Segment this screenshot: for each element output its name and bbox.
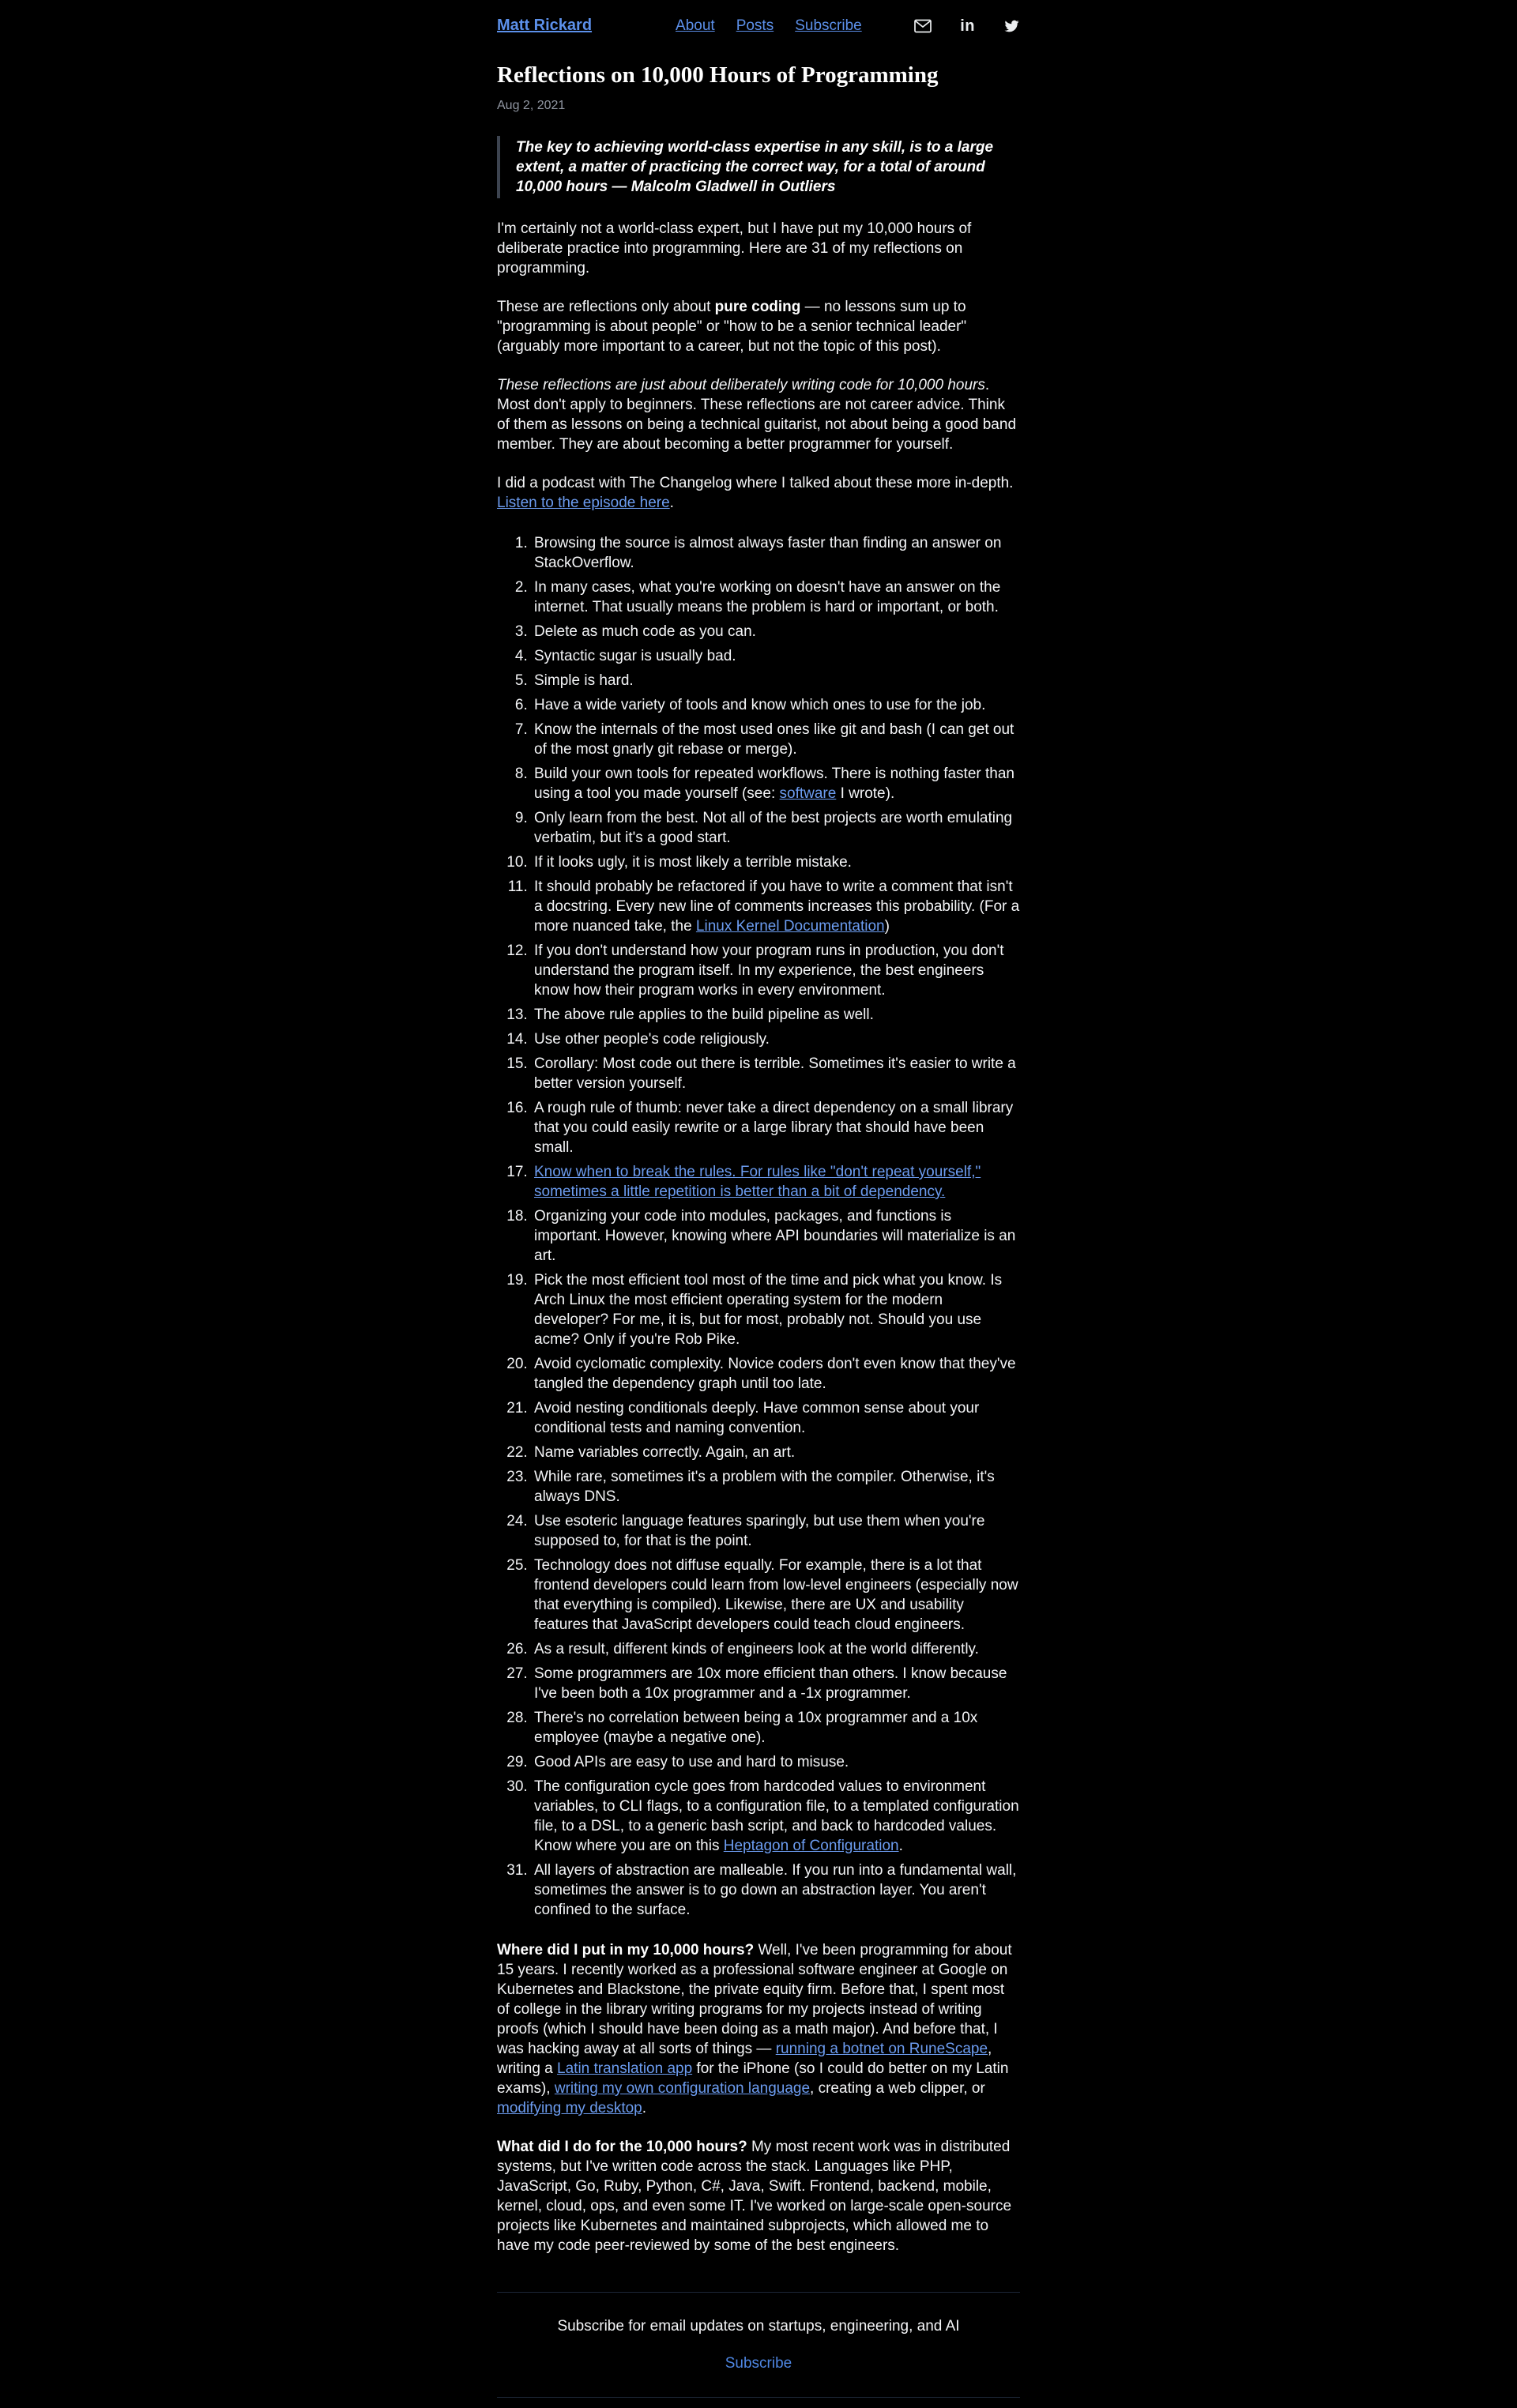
nav-link-subscribe[interactable]: Subscribe [795, 17, 862, 34]
reflection-item [532, 1639, 1020, 1659]
post-date: Aug 2, 2021 [497, 99, 566, 112]
inline-link[interactable]: Latin translation app [557, 2060, 693, 2077]
reflection-item [532, 1708, 1020, 1748]
text-run: If it looks ugly, it is most likely a terrible mistake. [534, 854, 852, 871]
text-run: Syntactic sugar is usually bad. [534, 648, 736, 664]
paragraph [497, 1940, 1020, 2118]
text-run: . [898, 1838, 903, 1854]
bottom-divider [497, 2397, 1020, 2398]
text-run: Build your own tools for repeated workflows. There is nothing faster than using a tool you made yourself (see: [534, 766, 1014, 802]
paragraph [497, 375, 1020, 454]
reflection-item [532, 1861, 1020, 1920]
email-icon[interactable] [914, 19, 932, 33]
text-run: Pick the most efficient tool most of the time and pick what you know. Is Arch Linux the most efficient operating system for the modern developer? For me, it is, but for most, probably not. Should you use acme? Only if you're Rob Pike. [534, 1272, 1003, 1348]
text-run: — no lessons sum up to "programming is about people" or "how to be a senior technical leader" (arguably more important to a career, but not the topic of this post). [497, 299, 967, 355]
paragraph [497, 473, 1020, 513]
email-icon-svg [914, 19, 932, 33]
text-run: There's no correlation between being a 10x programmer and a 10x employee (maybe a negative one). [534, 1710, 978, 1746]
reflection-item [532, 1270, 1020, 1349]
text-run: Delete as much code as you can. [534, 623, 756, 640]
nav-link-about[interactable]: About [676, 17, 715, 34]
text-run: A rough rule of thumb: never take a direct dependency on a small library that you could easily rewrite or a large library that should have been small. [534, 1100, 1014, 1156]
paragraph [497, 297, 1020, 356]
reflection-item [532, 1556, 1020, 1635]
text-run: Have a wide variety of tools and know which ones to use for the job. [534, 697, 986, 713]
text-run: All layers of abstraction are malleable. If you run into a fundamental wall, sometimes the answer is to go down an abstraction layer. You aren't confined to the surface. [534, 1862, 1017, 1918]
text-run: Well, I've been programming for about 15 years. I recently worked as a professional software engineer at Google on Kubernetes and Blackstone, the private equity firm. Before that, I spent most of college in the library writing programs for my projects instead of writing proofs (which I should have been doing as a math major). And before that, I was hacking away at all sorts of things — [497, 1942, 1012, 2057]
reflection-item [532, 941, 1020, 1000]
text-run: I wrote). [836, 785, 895, 802]
text-run: Organizing your code into modules, packages, and functions is important. However, knowing where API boundaries will materialize is an art. [534, 1208, 1016, 1264]
closing-paragraphs [497, 1940, 1020, 2256]
reflection-item [532, 671, 1020, 690]
page-title: Reflections on 10,000 Hours of Programming [497, 62, 939, 88]
nav-link-posts[interactable]: Posts [736, 17, 774, 34]
text-run: My most recent work was in distributed systems, but I've written code across the stack. Languages like PHP, JavaScript, Go, Ruby, Python, C#, Java, Swift. Frontend, backend, mobile, kernel, cloud, ops, and even some IT. I've worked on large-scale open-source projects like Kubernetes and maintained subprojects, which allowed me to have my code peer-reviewed by some of the best engineers. [497, 2139, 1012, 2254]
twitter-icon-svg [1003, 19, 1020, 33]
text-run: Name variables correctly. Again, an art. [534, 1444, 796, 1461]
site-header [497, 9, 1020, 37]
paragraph [497, 219, 1020, 278]
text-run: , creating a web clipper, or [810, 2080, 985, 2097]
text-run: Use esoteric language features sparingly, but use them when you're supposed to, for that is the point. [534, 1513, 985, 1549]
text-run: Technology does not diffuse equally. For example, there is a lot that frontend developers could learn from low-level engineers (especially now that everything is compiled). Likewise, there are UX and usability features that JavaScript developers could teach cloud engineers. [534, 1557, 1018, 1633]
text-run: Avoid cyclomatic complexity. Novice coders don't even know that they've tangled the dependency graph until too late. [534, 1356, 1016, 1392]
text-run: As a result, different kinds of engineers look at the world differently. [534, 1641, 979, 1657]
reflection-item [532, 764, 1020, 803]
reflection-item [532, 533, 1020, 573]
text-run: Simple is hard. [534, 672, 634, 689]
linkedin-glyph: in [960, 17, 975, 35]
bold-text: pure coding [714, 299, 801, 315]
inline-link[interactable]: Listen to the episode here [497, 495, 670, 511]
reflection-item [532, 646, 1020, 666]
text-run: Corollary: Most code out there is terrible. Sometimes it's easier to write a better version yourself. [534, 1055, 1016, 1092]
text-run: I did a podcast with The Changelog where I talked about these more in-depth. [497, 475, 1014, 491]
footer [497, 2292, 1020, 2398]
reflection-item [532, 695, 1020, 715]
text-run: Some programmers are 10x more efficient than others. I know because I've been both a 10x programmer and a -1x programmer. [534, 1665, 1007, 1702]
paragraph [497, 2137, 1020, 2256]
footer-subscribe-link[interactable]: Subscribe [725, 2355, 792, 2372]
reflection-item [532, 877, 1020, 936]
reflection-item [532, 1752, 1020, 1772]
intro-paragraphs [497, 219, 1020, 513]
text-run: Good APIs are easy to use and hard to misuse. [534, 1754, 849, 1770]
text-run: ) [884, 918, 890, 935]
reflections-list [497, 533, 1020, 1920]
brand-link[interactable]: Matt Rickard [497, 17, 593, 34]
reflection-item [532, 622, 1020, 642]
footer-message: Subscribe for email updates on startups, engineering, and AI [557, 2318, 960, 2335]
top-nav [676, 16, 862, 36]
bold-text: Where did I put in my 10,000 hours? [497, 1942, 755, 1958]
inline-link[interactable]: Linux Kernel Documentation [695, 918, 885, 935]
reflection-item [532, 1029, 1020, 1049]
linkedin-icon[interactable] [960, 18, 975, 34]
reflection-item [532, 1467, 1020, 1507]
quote-block: The key to achieving world-class expertise in any skill, is to a large extent, a matter of practicing the correct way, for a total of around 10,000 hours — Malcolm Gladwell in Outliers [497, 136, 1020, 198]
reflection-item [532, 1162, 1020, 1202]
reflection-item [532, 720, 1020, 759]
inline-link[interactable]: Know when to break the rules. For rules like "don't repeat yourself," sometimes a little repetition is better than a bit of dependency. [534, 1164, 981, 1200]
reflection-item [532, 1443, 1020, 1462]
text-run: It should probably be refactored if you have to write a comment that isn't a docstring. Every new line of comments increases this probability. (For a more nuanced take, the [534, 879, 1020, 935]
text-run: , writing a [497, 2041, 992, 2077]
reflection-item [532, 1005, 1020, 1025]
text-run: . [669, 495, 674, 511]
reflection-item [532, 578, 1020, 617]
text-run: The above rule applies to the build pipeline as well. [534, 1006, 874, 1023]
inline-link[interactable]: running a botnet on RuneScape [775, 2041, 988, 2057]
reflection-item [532, 1777, 1020, 1856]
text-run: These are reflections only about [497, 299, 715, 315]
text-run: . [642, 2100, 647, 2116]
text-run: I'm certainly not a world-class expert, but I have put my 10,000 hours of deliberate practice into programming. Here are 31 of my reflections on programming. [497, 220, 972, 277]
twitter-icon[interactable] [1003, 19, 1020, 33]
text-run: While rare, sometimes it's a problem with the compiler. Otherwise, it's always DNS. [534, 1469, 995, 1505]
reflection-item [532, 1511, 1020, 1551]
inline-link[interactable]: software [779, 785, 837, 802]
text-run: Avoid nesting conditionals deeply. Have common sense about your conditional tests and naming convention. [534, 1400, 980, 1436]
text-run: for the iPhone (so I could do better on my Latin exams), [497, 2060, 1009, 2097]
inline-link[interactable]: Heptagon of Configuration [723, 1838, 899, 1854]
reflection-item [532, 1664, 1020, 1703]
text-run: In many cases, what you're working on doesn't have an answer on the internet. That usually means the problem is hard or important, or both. [534, 579, 1001, 615]
text-run: Use other people's code religiously. [534, 1031, 770, 1048]
reflection-item [532, 852, 1020, 872]
bold-text: What did I do for the 10,000 hours? [497, 2139, 747, 2155]
article [497, 61, 1020, 2256]
reflection-item [532, 1398, 1020, 1438]
social-icons [914, 18, 1020, 34]
text-run: . Most don't apply to beginners. These reflections are not career advice. Think of them as lessons on being a technical guitarist, not about being a good band member. They are about becoming a better programmer for yourself. [497, 377, 1017, 453]
inline-link[interactable]: writing my own configuration language [554, 2080, 811, 2097]
page [497, 0, 1020, 2408]
inline-link[interactable]: modifying my desktop [497, 2100, 642, 2116]
reflection-item [532, 1206, 1020, 1266]
reflection-item [532, 808, 1020, 848]
text-run: Browsing the source is almost always faster than finding an answer on StackOverflow. [534, 535, 1002, 571]
reflection-item [532, 1054, 1020, 1093]
reflection-item [532, 1354, 1020, 1394]
italic-text: These reflections are just about deliberately writing code for 10,000 hours [497, 377, 985, 393]
text-run: If you don't understand how your program runs in production, you don't understand the program itself. In my experience, the best engineers know how their program works in every environment. [534, 943, 1004, 999]
text-run: The configuration cycle goes from hardcoded values to environment variables, to CLI flags, to a configuration file, to a templated configuration file, to a DSL, to a generic bash script, and back to hardcoded values. Know where you are on this [534, 1778, 1019, 1854]
text-run: Only learn from the best. Not all of the best projects are worth emulating verbatim, but it's a good start. [534, 810, 1013, 846]
reflection-item [532, 1098, 1020, 1157]
text-run: Know the internals of the most used ones like git and bash (I can get out of the most gnarly git rebase or merge). [534, 721, 1014, 758]
